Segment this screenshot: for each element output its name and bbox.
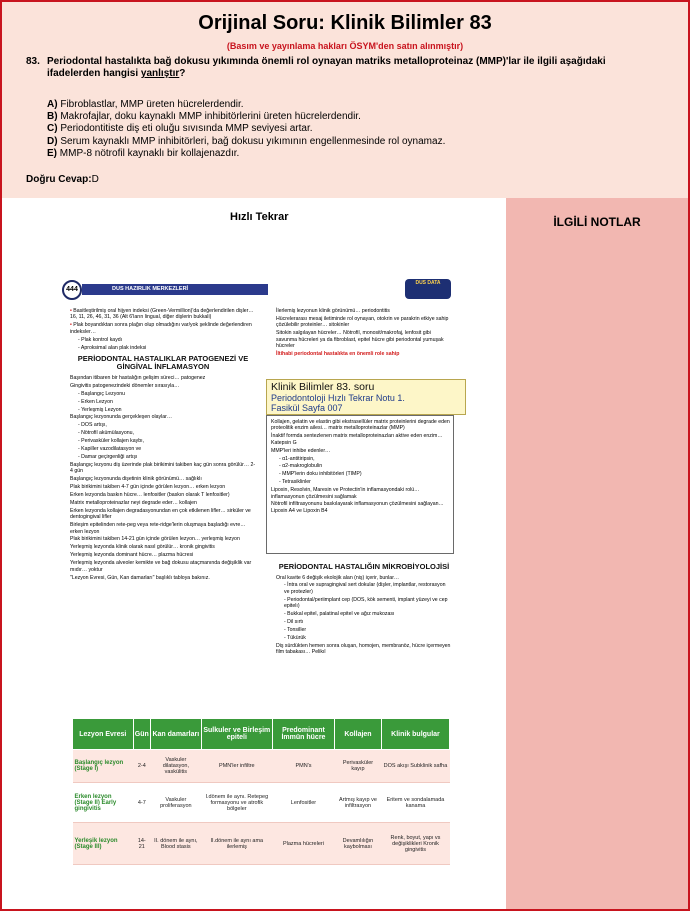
list-item: - Başlangıç Lezyonu bbox=[78, 390, 126, 397]
list-item: - DOS artışı, bbox=[78, 422, 107, 429]
list-item: "Lezyon Evresi, Gün, Kan damarları" başlıklı tabloya bakınız. bbox=[70, 574, 210, 581]
list-item: - MMP'lerin doku inhibitörleri (TIMP) bbox=[279, 471, 362, 478]
book-left-column bbox=[70, 308, 256, 582]
table-cell: II.dönem ile aynı ama ilerlemiş bbox=[201, 823, 272, 865]
table-header: Kollajen bbox=[334, 719, 381, 750]
list-item: - α1-antitiripsin, bbox=[279, 455, 315, 462]
table-cell: Artmış kayıp ve infiltrasyon bbox=[334, 783, 381, 823]
list-item: - Aproksimal alan plak indeksi bbox=[78, 344, 147, 351]
table-cell: Erken lezyon (Stage II) Early gingivitis bbox=[73, 783, 134, 823]
table-row bbox=[73, 823, 450, 865]
question-number: 83. bbox=[26, 56, 40, 67]
list-item: Başlangıç lezyonunda gerçekleşen olaylar… bbox=[70, 414, 173, 421]
table-header-row bbox=[73, 719, 450, 750]
list-item: Nötrofil infiltrasyonunu baskılayarak inflamasyonun çözülmesini sağlayan… Lipoxin A4 ve Lipoxin B4 bbox=[271, 501, 444, 514]
dusdata-logo: DUS DATA bbox=[405, 279, 451, 299]
list-item: İnaktif formda sentezlenen matrix metalloproteinazları aktive eden enzim… Katepsin G bbox=[271, 433, 443, 446]
list-item: - Dil sırtı bbox=[284, 618, 304, 625]
table-cell: Eritem ve sondalamada kanama bbox=[381, 783, 449, 823]
list-item: - Periodontal/periimplant cep (DOS, kök sementi, implant yüzeyi ve cep epitelı) bbox=[284, 596, 448, 610]
question-panel bbox=[2, 2, 688, 198]
quick-review-title: Hızlı Tekrar bbox=[230, 211, 289, 223]
section-heading: PERİODONTAL HASTALIKLAR PATOGENEZİ VE GİNGİVAL İNFLAMASYON bbox=[77, 353, 249, 372]
list-item: - Bukkal epitel, palatinal epitel ve ağız mukozası bbox=[284, 611, 395, 618]
list-item: - Damar geçirgenliği artışı bbox=[78, 454, 138, 460]
highlighted-note-box bbox=[266, 415, 454, 554]
table-cell: Devamlılığın kaybolması bbox=[334, 823, 381, 865]
table-header: Predominant İmmün hücre bbox=[272, 719, 334, 750]
table-cell: 2-4 bbox=[133, 750, 150, 783]
reference-sticky-note bbox=[266, 379, 466, 415]
book-right-column-bottom bbox=[276, 559, 452, 657]
option-a: A) Fibroblastlar, MMP üreten hücrelerdendir. bbox=[47, 99, 244, 110]
list-item: Erken lezyonda baskın hücre… lenfositler (baskın olarak T lenfositler) bbox=[70, 492, 230, 499]
table-header: Sulkuler ve Birleşim epiteli bbox=[201, 719, 272, 750]
list-item: Matrix metalloproteinazlar neyi degrade eder… kollajen bbox=[70, 499, 197, 506]
list-item: - Perivasküler kollajen kaybı, bbox=[78, 438, 145, 445]
list-item: Gingivitis patogenezindeki dönemler sırasıyla… bbox=[70, 382, 180, 389]
table-header: Lezyon Evresi bbox=[73, 719, 134, 750]
table-cell: I.dönem ile aynı. Retepeg formasyonu ve atrofik bölgeler bbox=[201, 783, 272, 823]
option-list bbox=[47, 99, 445, 160]
page-title: Orijinal Soru: Klinik Bilimler 83 bbox=[198, 12, 492, 34]
option-b: B) Makrofajlar, doku kaynaklı MMP inhibitörlerini üreten hücrelerdendir. bbox=[47, 111, 361, 123]
list-item: - Erken Lezyon bbox=[78, 398, 113, 405]
list-item: Kollajen, gelatin ve elastin gibi ekstrasellüler matrix proteinlerini degrade eden proteolitik enzim ailesi… matrix metalloproteinazlar (MMP) bbox=[271, 419, 450, 432]
table-cell: Vaskuler dilatasyon, vaskülitis bbox=[150, 750, 201, 783]
table-cell: PMN's bbox=[272, 750, 334, 783]
book-page-header: DUS HAZIRLIK MERKEZLERİ bbox=[82, 284, 268, 295]
list-item: - Kapiller vazodilatasyon ve bbox=[78, 446, 142, 453]
list-item: - Tükürük bbox=[284, 634, 306, 641]
table-cell: DOS akışı Subklinik safha bbox=[381, 750, 449, 783]
list-item: - İntra oral ve supragingival sert dokular (dişler, implantlar, restorasyon ve protezler) bbox=[284, 582, 446, 595]
table-cell: PMN'ler infiltre bbox=[201, 750, 272, 783]
table-cell: Renk, boyut, yapı vs değişiklikleri Kronik gingivitis bbox=[381, 823, 449, 865]
list-item: • Plak boyandıktan sonra plağın olup olmadığını var/yok şeklinde değerlendiren indeksler… bbox=[70, 322, 252, 335]
list-item: Başından itibaren bir hastalığın gelişim süreci… patogenez bbox=[70, 374, 206, 381]
question-emphasis: yanlıştır bbox=[140, 68, 180, 79]
list-item: Plak birikimini takiben 14-21 gün içinde görülen lezyon… yerleşmiş lezyon bbox=[70, 536, 240, 543]
list-item: Yerleşmiş lezyonda dominant hücre… plazma hücresi bbox=[70, 552, 194, 559]
table-cell: Vaskuler proliferasyon bbox=[150, 783, 201, 823]
list-item: - Plak kontrol kaydı bbox=[78, 336, 123, 343]
list-item: İltihabi periodontal hastalıkta en önemli role sahip bbox=[276, 350, 400, 357]
book-page-number: 444 bbox=[62, 280, 82, 300]
copyright-note: (Basım ve yayınlama hakları ÖSYM'den satın alınmıştır) bbox=[226, 41, 464, 51]
book-right-column-top bbox=[276, 308, 452, 359]
correct-answer: Doğru Cevap:D bbox=[26, 174, 99, 185]
list-item: Diş sürdükten hemen sonra oluşan, homojen, membranöz, hücre içermeyen film tabakası… Pelikıl bbox=[276, 642, 451, 656]
table-cell: 14-21 bbox=[133, 823, 150, 865]
list-item: İlerlemiş lezyonun klinik görünümü… periodontitis bbox=[276, 308, 390, 314]
list-item: Yerleşmiş lezyonda klinik olarak nasıl görülür… kronik gingivitis bbox=[70, 544, 215, 551]
table-cell: Yerleşik lezyon (Stage III) bbox=[73, 823, 134, 865]
table-cell: II. dönem ile aynı, Blood stasis bbox=[150, 823, 201, 865]
list-item: - α2-makroglobulin bbox=[279, 463, 323, 470]
table-header: Gün bbox=[133, 719, 150, 750]
list-item: Oral kavite 6 değişik ekolojik alan (niş) içerir, bunlar… bbox=[276, 574, 400, 581]
list-item: Başlangıç lezyonu diş üzerinde plak birikimini takiben kaç gün sonra görülür… 2-4 gün bbox=[70, 461, 256, 475]
table-cell: Lenfositler bbox=[272, 783, 334, 823]
related-notes-panel bbox=[506, 198, 688, 909]
reference-source: Periodontoloji Hızlı Tekrar Notu 1. bbox=[271, 393, 405, 403]
reference-page: Fasikül Sayfa 007 bbox=[271, 403, 343, 413]
related-notes-title: İLGİLİ NOTLAR bbox=[553, 215, 641, 229]
list-item: Erken lezyonda kollajen degradasyonundan en çok etkilenen lifler… sirküler ve dentogingival lifler bbox=[70, 507, 251, 521]
table-cell: 4-7 bbox=[133, 783, 150, 823]
list-item: - Nötrofil akümülasyonu, bbox=[78, 430, 134, 437]
option-e: E) MMP-8 nötrofil kaynaklı bir kollajenazdır. bbox=[47, 147, 240, 159]
table-row bbox=[73, 750, 450, 783]
table-cell: Başlangıç lezyon (Stage I) bbox=[73, 750, 134, 783]
list-item: - Tetrasiklinler bbox=[279, 479, 311, 486]
section-heading: PERİODONTAL HASTALIĞIN MİKROBİYOLOJİSİ bbox=[278, 562, 450, 571]
list-item: Lipoxin, Resolvin, Maresin ve Protectin'in inflamasyondaki rolü… inflamasyonun çözülmesini sağlamak bbox=[271, 487, 420, 500]
list-item: Sitokin salgılayan hücreler… Nötrofil, monosit/makrofaj, lenfosit gibi savunma hücreleri ya da fibroblast, epitel hücre gibi periodontal yumuşak hücreler bbox=[276, 330, 444, 350]
option-d: D) Serum kaynaklı MMP inhibitörleri, bağ dokusu yıkımının engellenmesinde rol oynamaz. bbox=[47, 135, 446, 147]
list-item: MMP'leri inhibe edenler… bbox=[271, 447, 331, 454]
option-c: C) Periodontitiste diş eti oluğu sıvısında MMP seviyesi artar. bbox=[47, 123, 313, 135]
reference-title: Klinik Bilimler 83. soru bbox=[271, 381, 375, 393]
lesion-stage-table bbox=[72, 718, 450, 865]
table-header: Kan damarları bbox=[150, 719, 201, 750]
table-row bbox=[73, 783, 450, 823]
list-item: Başlangıç lezyonunda dişetinin klinik görünümü… sağlıklı bbox=[70, 476, 202, 483]
list-item: Plak birikimini takiben 4-7 gün içinde görülen lezyon… erken lezyon bbox=[70, 484, 226, 491]
table-cell: Perivasküler kayıp bbox=[334, 750, 381, 783]
list-item: Birleşim epitelinden rete-peg veya rete-ridge'lerin oluşmaya başladığı evre… erken lezyon bbox=[70, 522, 246, 535]
table-cell: Plazma hücreleri bbox=[272, 823, 334, 865]
list-item: - Tonsiller bbox=[284, 626, 307, 633]
list-item: Yerleşmiş lezyonda alveoler kemikte ve bağ dokusu ataçmanında değişiklik var mıdır… yoktur bbox=[70, 560, 252, 573]
list-item: Hücrelerarası mesaj iletiminde rol oynayan, otokrin ve parakrin etkiye sahip çözülebilir proteinler… sitokinler bbox=[276, 315, 449, 329]
table-header: Klinik bulgular bbox=[381, 719, 449, 750]
list-item: • Basitleştirilmiş oral hijyen indeksi (Green-Vermillion)'da değerlendirilen dişler… 16, 11, 26, 46, 31, 36 (Alt 6'ların lingual, diğer dişlerin bukkali) bbox=[70, 308, 254, 321]
question-text: Periodontal hastalıkta bağ dokusu yıkımında önemli rol oynayan matriks metalloproteinaz (MMP)'lar ile ilgili aşağıdaki ifadelerden hangisi yanlıştır? bbox=[47, 56, 606, 79]
highlighted-note-content bbox=[271, 419, 451, 516]
list-item: - Yerleşmiş Lezyon bbox=[78, 406, 122, 413]
